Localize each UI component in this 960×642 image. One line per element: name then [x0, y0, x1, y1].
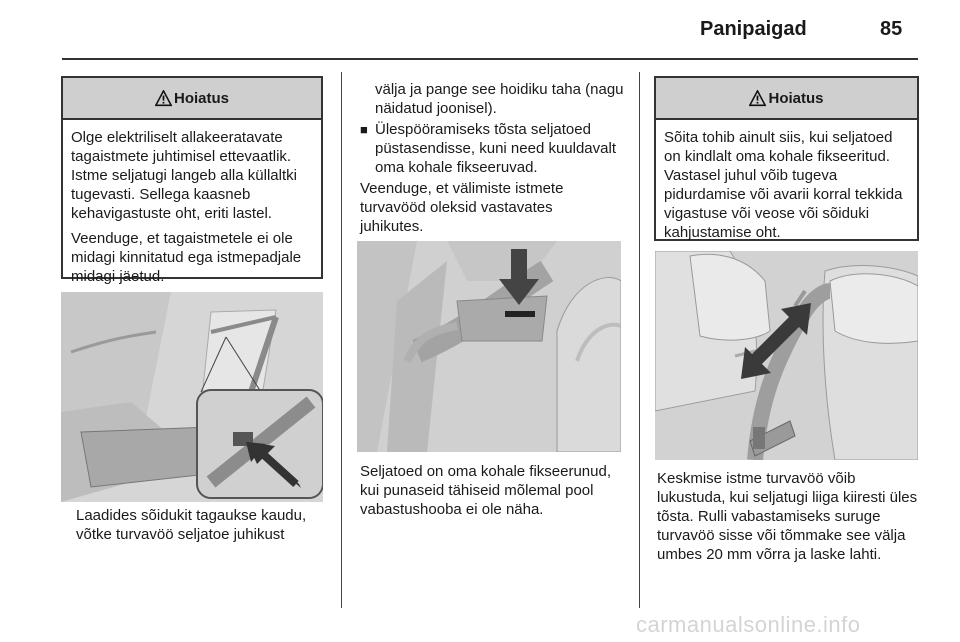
page-header-title: Panipaigad: [700, 18, 807, 40]
warning-paragraph: Olge elektriliselt allakeeratavate tagaistmete juhtimisel ettevaatlik. Istme seljatugi langeb alla küllaltki tugevasti. Sellega kaasneb kehavigastuste oht, eriti lastel.: [71, 129, 297, 222]
warning-header: [63, 78, 321, 120]
warning-header: [656, 78, 917, 120]
watermark: carmanualsonline.info: [636, 612, 861, 637]
warning-triangle-icon: [749, 90, 766, 107]
column-divider-right: [639, 72, 640, 608]
warning-box-left: [61, 76, 323, 285]
warning-paragraph: Sõita tohib ainult siis, kui seljatoed on kindlalt oma kohale fikseeritud. Vastasel juhul võib tugeva pidurdamise või avarii korral tekkida vigastuse või veose või sõiduki kahjustamise oht.: [664, 129, 903, 241]
warning-body: [656, 120, 917, 254]
paragraph-lock-indicator: Seljatoed on oma kohale fikseerunud, kui punaseid tähiseid mõlemal pool vabastushooba ei ole näha.: [360, 463, 612, 518]
bullet-item: [360, 120, 626, 177]
bullet-text: Ülespööramiseks tõsta seljatoed püstasendisse, kuni need kuuldavalt oma kohale fikseeruvad.: [375, 121, 616, 176]
illustration-center-belt: [655, 251, 918, 460]
warning-triangle-icon: [155, 90, 172, 107]
page-number: 85: [880, 18, 903, 40]
warning-body: [63, 120, 321, 298]
warning-box-right: [654, 76, 919, 241]
illustration-seat-folded: [61, 292, 323, 502]
paragraph-center-belt: Keskmise istme turvavöö võib lukustuda, kui seljatugi liiga kiiresti üles tõsta. Rulli vabastamiseks suruge turvavöö sisse või tõmmake see välja umbes 20 mm võrra ja laske lahti.: [657, 470, 918, 563]
warning-paragraph: Veenduge, et tagaistmetele ei ole midagi kinnitatud ega istmepadjale midagi jäetud.: [71, 230, 302, 285]
illustration-release-lever: [357, 241, 621, 452]
caption-left: Laadides sõidukit tagaukse kaudu, võtke turvavöö seljatoe juhikust: [76, 507, 307, 543]
warning-title: Hoiatus: [768, 89, 824, 107]
continued-text: välja ja pange see hoidiku taha (nagu näidatud joonisel).: [375, 81, 624, 117]
paragraph-belt-guides: Veenduge, et välimiste istmete turvavööd oleksid vastavates juhikutes.: [360, 180, 564, 235]
column-divider-left: [341, 72, 342, 608]
bullet-mark: ■: [360, 122, 368, 137]
warning-title: Hoiatus: [173, 89, 229, 107]
header-rule: [62, 58, 918, 60]
